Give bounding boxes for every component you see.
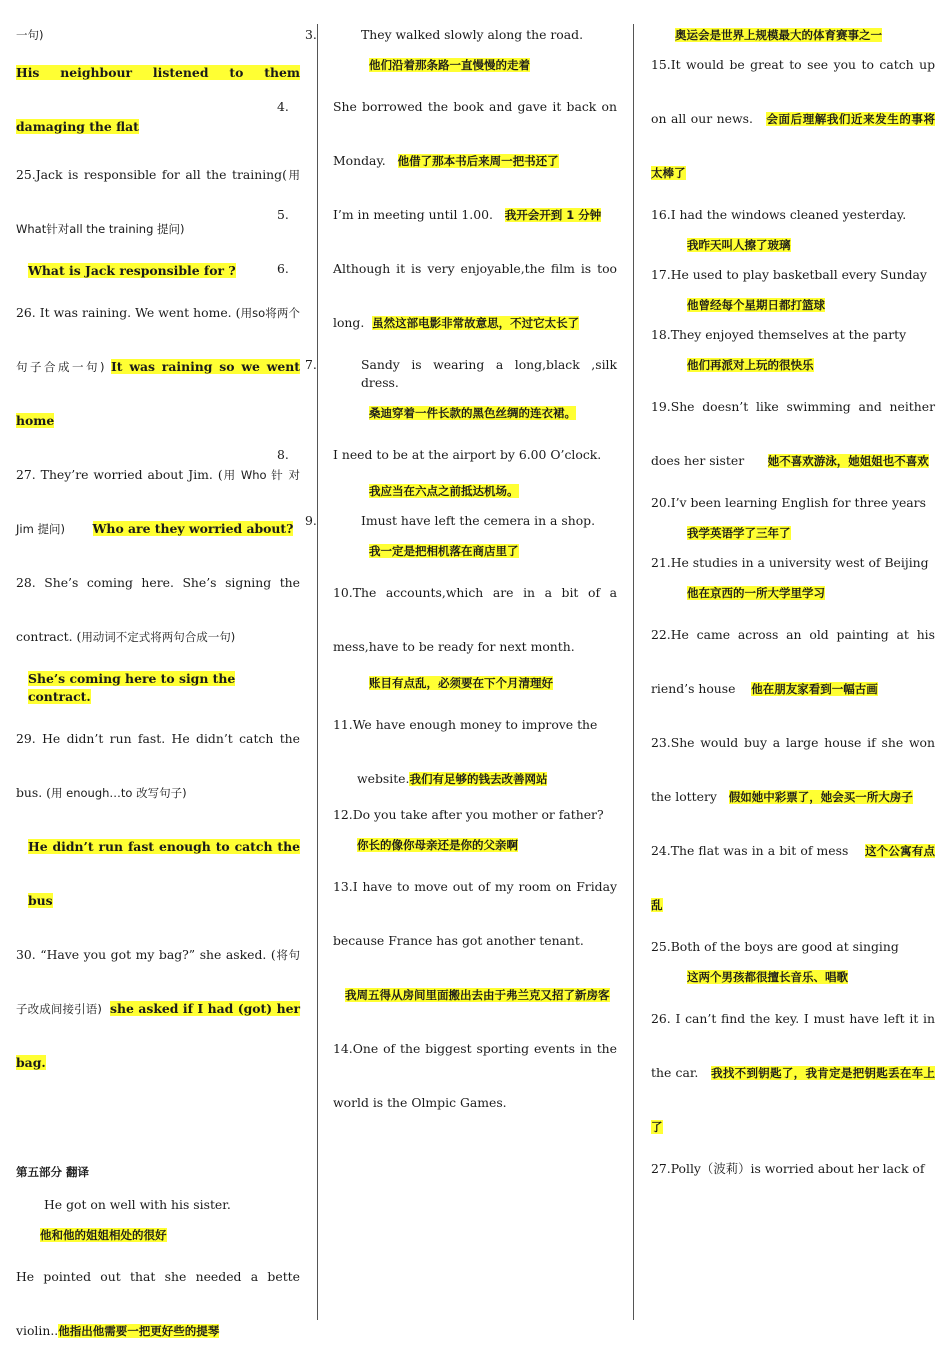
column-right: [651, 22, 935, 1322]
translation-27: 27.Polly（波莉）is worried about her lack of: [651, 1161, 925, 1176]
item-number: 4.: [277, 99, 289, 114]
translation-17-cn: 他曾经每个星期日都打篮球: [687, 298, 825, 312]
translation-8-cn: 我应当在六点之前抵达机场。: [369, 484, 519, 498]
question-27-note: 用 Who 针 对 Jim 提问): [16, 468, 300, 536]
translation-2-cn: 他指出他需要一把更好些的提琴: [58, 1324, 220, 1338]
translation-18: 18.They enjoyed themselves at the party: [651, 327, 907, 342]
answer-23: His neighbour listened to them damaging the flat: [16, 65, 300, 134]
top-fragment: 一句): [16, 28, 44, 42]
item-number: 9.: [305, 513, 317, 528]
answer-30: she asked if I had (got) her bag.: [16, 1001, 300, 1070]
translation-7-cn: 桑迪穿着一件长款的黑色丝绸的连衣裙。: [369, 406, 576, 420]
question-30-note: 将句子改成间接引语): [16, 948, 300, 1016]
translation-15-cn: 会面后理解我们近来发生的事将太棒了: [651, 112, 935, 180]
translation-20: 20.I’v been learning English for three years: [651, 495, 926, 510]
translation-15: 15.It would be great to see you to catch up on all our news.: [651, 57, 935, 126]
answer-29: He didn’t run fast enough to catch the bus: [28, 839, 300, 908]
translation-4-cn: 他借了那本书后来周一把书还了: [397, 154, 559, 168]
translation-19-cn: 她不喜欢游泳，她姐姐也不喜欢: [767, 454, 929, 468]
question-29-note: 用 enough…to 改写句子): [50, 786, 187, 800]
translation-3: They walked slowly along the road.: [361, 27, 584, 42]
translation-21: 21.He studies in a university west of Beijing: [651, 555, 929, 570]
question-26: 26. It was raining. We went home. (: [16, 305, 241, 320]
translation-13: 13.I have to move out of my room on Friday because France has got another tenant.: [333, 879, 617, 948]
translation-14: 14.One of the biggest sporting events in the world is the Olmpic Games.: [333, 1041, 617, 1110]
translation-11: 11.We have enough money to improve the: [333, 717, 598, 732]
translation-8: I need to be at the airport by 6.00 O’clock.: [333, 447, 602, 462]
translation-5: I’m in meeting until 1.00.: [333, 207, 493, 222]
translation-6-cn: 虽然这部电影非常故意思，不过它太长了: [372, 316, 580, 330]
item-number: 8.: [277, 447, 289, 462]
translation-12-cn: 你长的像你母亲还是你的父亲啊: [357, 838, 518, 852]
translation-20-cn: 我学英语学了三年了: [687, 526, 791, 540]
question-27: 27. They’re worried about Jim. (: [16, 467, 223, 482]
column-divider: [633, 24, 634, 1320]
question-26-note: 用so将两个句子合成一句): [16, 306, 300, 374]
question-28: 28. She’s coming here. She’s signing the contract. (: [16, 575, 300, 644]
item-number: 3.: [305, 27, 317, 42]
translation-3-cn: 他们沿着那条路一直慢慢的走着: [369, 58, 530, 72]
translation-26-cn: 我找不到钥匙了，我肯定是把钥匙丢在车上了: [651, 1066, 935, 1134]
column-middle: [277, 22, 617, 1322]
translation-10: 10.The accounts,which are in a bit of a mess,have to be ready for next month.: [333, 585, 617, 654]
translation-19: 19.She doesn’t like swimming and neither does her sister: [651, 399, 935, 468]
translation-24: 24.The flat was in a bit of mess: [651, 843, 849, 858]
question-25-note: 用What针对all the training 提问): [16, 168, 301, 236]
translation-14-cn: 奥运会是世界上规模最大的体育赛事之一: [675, 28, 882, 42]
translation-18-cn: 他们再派对上玩的很快乐: [687, 358, 814, 372]
translation-4: She borrowed the book and gave it back on Monday.: [333, 99, 617, 168]
translation-16: 16.I had the windows cleaned yesterday.: [651, 207, 907, 222]
item-number: [0, 1250, 16, 1304]
translation-6: Although it is very enjoyable,the film is too long.: [333, 261, 617, 330]
answer-27: Who are they worried about?: [92, 521, 294, 536]
translation-11-end: website.: [357, 771, 410, 786]
translation-5-cn: 我开会开到 1 分钟: [504, 208, 602, 222]
answer-26: It was raining so we went home: [16, 359, 300, 428]
question-29: 29. He didn’t run fast. He didn’t catch the bus. (: [16, 731, 300, 800]
translation-2: He pointed out that she needed a bette violin..: [16, 1269, 300, 1338]
translation-1-cn: 他和他的姐姐相处的很好: [40, 1228, 167, 1242]
answer-28: She’s coming here to sign the contract.: [28, 671, 236, 704]
translation-13-cn: 我周五得从房间里面搬出去由于弗兰克又招了新房客: [345, 988, 610, 1002]
translation-7: Sandy is wearing a long,black ,silk dress.: [361, 357, 617, 390]
column-left: [16, 22, 301, 1338]
translation-10-cn: 账目有点乱，必须要在下个月清理好: [369, 676, 553, 690]
item-number: 5.: [277, 207, 289, 222]
item-number: [16, 1196, 44, 1214]
section-title: 第五部分 翻译: [16, 1165, 90, 1179]
question-28-note: 用动词不定式将两句合成一句): [81, 630, 236, 644]
translation-9: Imust have left the cemera in a shop.: [361, 513, 596, 528]
question-30: 30. “Have you got my bag?” she asked. (: [16, 947, 276, 962]
translation-22: 22.He came across an old painting at his riend’s house: [651, 627, 935, 696]
translation-21-cn: 他在京西的一所大学里学习: [687, 586, 825, 600]
translation-12: 12.Do you take after you mother or father?: [333, 807, 604, 822]
item-number: 6.: [277, 261, 289, 276]
translation-17: 17.He used to play basketball every Sunday: [651, 267, 927, 282]
translation-25-cn: 这两个男孩都很擅长音乐、唱歌: [687, 970, 848, 984]
translation-26: 26. I can’t find the key. I must have left it in the car.: [651, 1011, 935, 1080]
question-25: 25.Jack is responsible for all the training(: [16, 167, 287, 182]
translation-11-cn: 我们有足够的钱去改善网站: [409, 772, 548, 786]
item-number: 7.: [305, 357, 317, 372]
translation-23: 23.She would buy a large house if she won the lottery: [651, 735, 935, 804]
translation-9-cn: 我一定是把相机落在商店里了: [369, 544, 519, 558]
translation-22-cn: 他在朋友家看到一幅古画: [751, 682, 878, 696]
translation-25: 25.Both of the boys are good at singing: [651, 939, 899, 954]
translation-16-cn: 我昨天叫人擦了玻璃: [687, 238, 791, 252]
answer-25: What is Jack responsible for ?: [28, 263, 236, 278]
translation-24-cn: 这个公寓有点乱: [651, 844, 935, 912]
translation-23-cn: 假如她中彩票了，她会买一所大房子: [728, 790, 913, 804]
translation-1: He got on well with his sister.: [44, 1197, 231, 1212]
